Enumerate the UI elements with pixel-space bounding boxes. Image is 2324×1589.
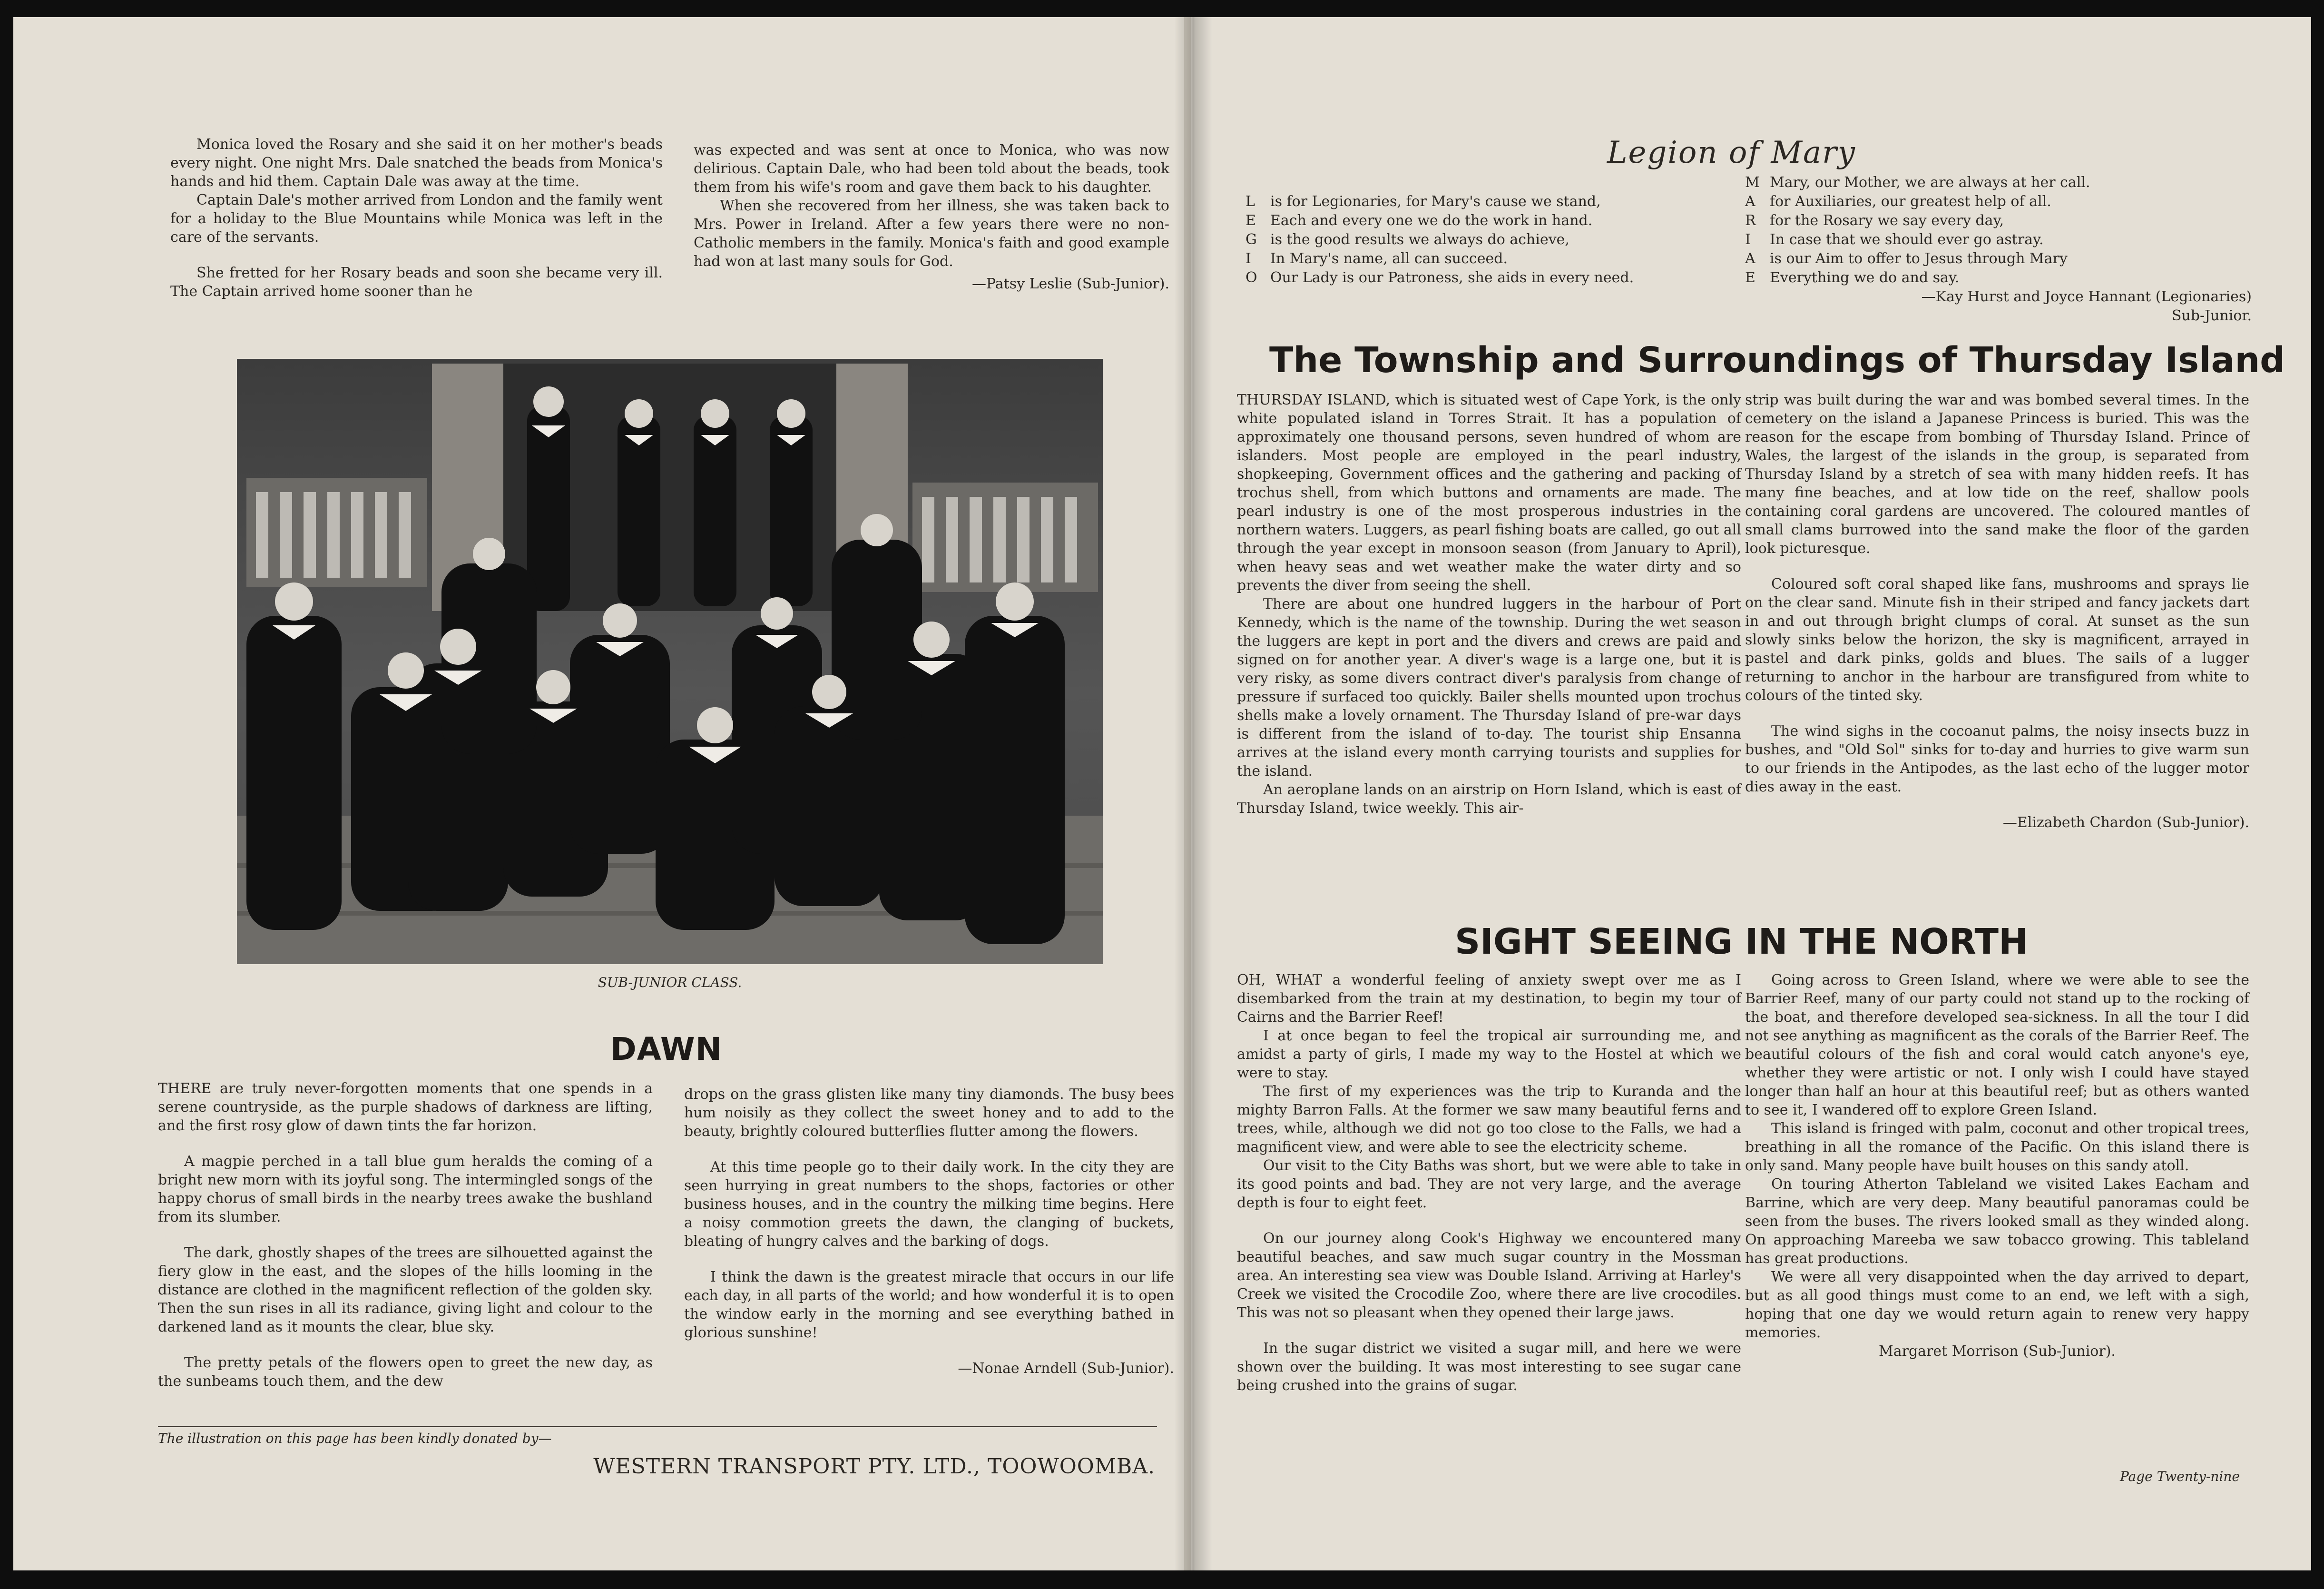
paragraph: This island is fringed with palm, coconut and other tropical trees, breathing in all the romance of the Pacific. On this island there is only sand. Many people have built houses on this sandy atoll.	[1745, 1120, 2249, 1174]
acrostic-text: In case that we should ever go astray.	[1770, 231, 2044, 248]
acrostic-line	[1245, 211, 1634, 230]
binding-gutter	[1174, 17, 1212, 1570]
paragraph: A magpie perched in a tall blue gum heralds the coming of a bright new morn with its joyful song. The intermingled songs of the happy chorus of small birds in the nearby trees awake the bushland from its slumber.	[158, 1153, 653, 1225]
signature: —Elizabeth Chardon (Sub-Junior).	[2002, 814, 2249, 831]
signature: —Patsy Leslie (Sub-Junior).	[971, 276, 1169, 292]
acrostic-letter: G	[1245, 231, 1257, 248]
paragraph: Going across to Green Island, where we were able to see the Barrier Reef, many of our party could not stand up to the rocking of the boat, and therefore developed sea-sickness. In all the tour I did not see anything as magnificent as the corals of the Barrier Reef. The beautiful colours of the fish and coral would catch anyone's eye, whether they were artistic or not. I only wish I could have stayed longer than half an hour at this beautiful reef; but as others wanted to see it, I wandered off to explore Green Island.	[1745, 972, 2249, 1118]
acrostic-letter: I	[1245, 250, 1251, 267]
legion-signature: —Kay Hurst and Joyce Hannant (Legionaries)	[1921, 288, 2252, 305]
paragraph: Captain Dale's mother arrived from London and the family went for a holiday to the Blue Mountains while Monica was left in the care of the servants.	[170, 192, 663, 246]
acrostic-line	[1745, 192, 2252, 211]
legion-of-mary-title: Legion of Mary	[1607, 135, 1856, 170]
acrostic-text: Mary, our Mother, we are always at her call.	[1770, 174, 2090, 191]
acrostic-text: is for Legionaries, for Mary's cause we stand,	[1270, 193, 1601, 210]
sightseeing-column-1	[1237, 971, 1741, 1395]
paragraph: At this time people go to their daily work. In the city they are seen hurrying in great numbers to the shops, factories or other business houses, and in the country the milking time begins. Here a noisy commotion greets the dawn, the clanging of buckets, bleating of hungry calves and the barking of dogs.	[684, 1159, 1174, 1250]
dawn-column-2	[684, 1085, 1174, 1378]
paragraph: The dark, ghostly shapes of the trees are silhouetted against the fiery glow in the east, and the slopes of the hills looming in the distance are clothed in the magnificent reflection of the golden sky. Then the sun rises in all its radiance, giving light and colour to the darkened land as it mounts the clear, blue sky.	[158, 1244, 653, 1335]
acrostic-text: for Auxiliaries, our greatest help of all.	[1770, 193, 2051, 210]
acrostic-line	[1745, 211, 2252, 230]
legion-signature-class: Sub-Junior.	[2171, 307, 2252, 324]
acrostic-text: is the good results we always do achieve,	[1270, 231, 1569, 248]
acrostic-line	[1245, 192, 1634, 211]
acrostic-line	[1745, 268, 2252, 287]
paragraph: THERE are truly never-forgotten moments that one spends in a serene countryside, as the purple shadows of darkness are lifting, and the first rosy glow of dawn tints the far horizon.	[158, 1080, 653, 1134]
acrostic-letter: A	[1745, 193, 1755, 210]
acrostic-letter: R	[1745, 212, 1756, 229]
acrostic-text: for the Rosary we say every day,	[1770, 212, 2004, 229]
paragraph: On our journey along Cook's Highway we encountered many beautiful beaches, and saw much sugar country in the Mossman area. An interesting sea view was Double Island. Arriving at Harley's Creek we visited the Crocodile Zoo, where there are live crocodiles. This was not so pleasant when they opened their large jaws.	[1237, 1230, 1741, 1321]
acrostic-letter: O	[1245, 269, 1257, 286]
paragraph: OH, WHAT a wonderful feeling of anxiety swept over me as I disembarked from the train at my destination, to begin my tour of Cairns and the Barrier Reef!	[1237, 972, 1741, 1026]
monica-story-column-1	[170, 135, 663, 301]
acrostic-line	[1745, 230, 2252, 249]
acrostic-line	[1745, 173, 2252, 192]
paragraph: The wind sighs in the cocoanut palms, the noisy insects buzz in bushes, and "Old Sol" sinks for to-day and hurries to give warm sun to our friends in the Antipodes, as the last echo of the lugger motor dies away in the east.	[1745, 723, 2249, 795]
acrostic-line	[1245, 268, 1634, 287]
acrostic-letter: M	[1745, 174, 1760, 191]
dawn-column-1	[158, 1079, 653, 1391]
sponsor-name: WESTERN TRANSPORT PTY. LTD., TOOWOOMBA.	[593, 1454, 1155, 1479]
paragraph: Coloured soft coral shaped like fans, mushrooms and sprays lie on the clear sand. Minute fish in their striped and fancy jackets dart in and out through bright clumps of coral. At sunset as the sun slowly sinks below the horizon, the sky is magnificent, arrayed in pastel and dark pinks, golds and blues. The sails of a lugger returning to anchor in the harbour are transfigured from white to colours of the tinted sky.	[1745, 576, 2249, 704]
paragraph: THURSDAY ISLAND, which is situated west of Cape York, is the only white populated island in Torres Strait. It has a population of approximately one thousand persons, seven hundred of whom are islanders. Most people are employed in the pearl industry, shopkeeping, Government offices and the gathering and packing of trochus shell, from which buttons and ornaments are made. The pearl industry is one of the most prosperous industries in the northern waters. Luggers, as pearl fishing boats are called, go out all through the year except in monsoon season (from January to April), when heavy seas and wet weather make the water dirty and so prevents the diver from seeing the shell.	[1237, 392, 1741, 594]
acrostic-text: Our Lady is our Patroness, she aids in every need.	[1270, 269, 1634, 286]
donation-note: The illustration on this page has been kindly donated by—	[158, 1431, 552, 1446]
paragraph: We were all very disappointed when the day arrived to depart, but as all good things must come to an end, we left with a sigh, hoping that one day we would return again to renew very happy memories.	[1745, 1269, 2249, 1341]
paragraph: I think the dawn is the greatest miracle that occurs in our life each day, in all parts of the world; and how wonderful it is to open the window early in the morning and see everything bathed in glorious sunshine!	[684, 1269, 1174, 1341]
signature: Margaret Morrison (Sub-Junior).	[1879, 1343, 2116, 1360]
township-column-1	[1237, 391, 1741, 818]
left-page	[13, 17, 1191, 1570]
paragraph: On touring Atherton Tableland we visited Lakes Eacham and Barrine, which are very deep. Many beautiful panoramas could be seen from the buses. The rivers looked small as they winded along. On approaching Mareeba we saw tobacco growing. This tableland has great productions.	[1745, 1176, 2249, 1267]
acrostic-text: Each and every one we do the work in hand.	[1270, 212, 1593, 229]
right-page	[1191, 17, 2311, 1570]
acrostic-line	[1245, 249, 1634, 268]
paragraph: I at once began to feel the tropical air surrounding me, and amidst a party of girls, I made my way to the Hostel at which we were to stay.	[1237, 1027, 1741, 1081]
paragraph: An aeroplane lands on an airstrip on Horn Island, which is east of Thursday Island, twice weekly. This air-	[1237, 781, 1741, 817]
legion-acrostic-left	[1245, 192, 1634, 287]
township-title: The Township and Surroundings of Thursday Island	[1269, 340, 2285, 381]
sub-junior-class-photo	[237, 359, 1103, 964]
paragraph: She fretted for her Rosary beads and soon she became very ill. The Captain arrived home sooner than he	[170, 265, 663, 300]
legion-acrostic-right	[1745, 173, 2252, 326]
paragraph: When she recovered from her illness, she was taken back to Mrs. Power in Ireland. After a few years there were no non-Catholic members in the family. Monica's faith and good example had won at last many souls for God.	[694, 197, 1169, 270]
paragraph: The pretty petals of the flowers open to greet the new day, as the sunbeams touch them, and the dew	[158, 1354, 653, 1390]
acrostic-letter: E	[1245, 212, 1256, 229]
divider	[158, 1426, 1157, 1427]
acrostic-text: Everything we do and say.	[1770, 269, 1960, 286]
sightseeing-title: SIGHT SEEING IN THE NORTH	[1455, 921, 2028, 962]
paragraph: Monica loved the Rosary and she said it on her mother's beads every night. One night Mrs. Dale snatched the beads from Monica's hands and hid them. Captain Dale was away at the time.	[170, 136, 663, 190]
paragraph: was expected and was sent at once to Monica, who was now delirious. Captain Dale, who had been told about the beads, took them from his wife's room and gave them back to his daughter.	[694, 142, 1169, 196]
acrostic-text: In Mary's name, all can succeed.	[1270, 250, 1508, 267]
paragraph: drops on the grass glisten like many tiny diamonds. The busy bees hum noisily as they collect the sweet honey and to add to the beauty, brightly coloured butterflies flutter among the flowers.	[684, 1086, 1174, 1140]
monica-story-column-2	[694, 141, 1169, 293]
magazine-spread	[13, 17, 2311, 1570]
acrostic-letter: I	[1745, 231, 1751, 248]
acrostic-letter: L	[1245, 193, 1255, 210]
paragraph: Our visit to the City Baths was short, but we were able to take in its good points and bad. They are not very large, and the average depth is four to eight feet.	[1237, 1157, 1741, 1211]
sightseeing-column-2	[1745, 971, 2249, 1361]
paragraph: The first of my experiences was the trip to Kuranda and the mighty Barron Falls. At the former we saw many beautiful ferns and trees, while, although we did not go too close to the Falls, we had a magnificent view, and were able to see the electricity scheme.	[1237, 1083, 1741, 1155]
paragraph: There are about one hundred luggers in the harbour of Port Kennedy, which is the name of the township. During the wet season the luggers are kept in port and the divers and crews are paid and signed on for another year. A diver's wage is a large one, but it is very risky, as some divers contract diver's paralysis from change of pressure if surfaced too quickly. Bailer shells mounted upon trochus shells make a lovely ornament. The Thursday Island of pre-war days is different from the island of to-day. The tourist ship Ensanna arrives at the island every month carrying tourists and supplies for the island.	[1237, 596, 1741, 780]
acrostic-line	[1745, 249, 2252, 268]
page-number: Page Twenty-nine	[2119, 1469, 2240, 1484]
paragraph: In the sugar district we visited a sugar mill, and here we were shown over the building. It was most interesting to see sugar cane being crushed into the grains of sugar.	[1237, 1340, 1741, 1394]
paragraph: strip was built during the war and was bombed several times. In the cemetery on the island a Japanese Princess is buried. This was the reason for the escape from bombing of Thursday Island. Prince of Wales, the largest of the islands in the group, is separated from Thursday Island by a stretch of sea with many hidden reefs. It has many fine beaches, and at low tide on the reef, shallow pools containing coral gardens are uncovered. The coloured mantles of small clams burrowed into the sand make the floor of the garden look picturesque.	[1745, 392, 2249, 557]
acrostic-line	[1245, 230, 1634, 249]
photo-caption: SUB-JUNIOR CLASS.	[598, 975, 742, 990]
acrostic-letter: E	[1745, 269, 1755, 286]
signature: —Nonae Arndell (Sub-Junior).	[958, 1360, 1174, 1377]
township-column-2	[1745, 391, 2249, 832]
acrostic-text: is our Aim to offer to Jesus through Mary	[1770, 250, 2068, 267]
dawn-title: DAWN	[610, 1031, 722, 1067]
acrostic-letter: A	[1745, 250, 1755, 267]
